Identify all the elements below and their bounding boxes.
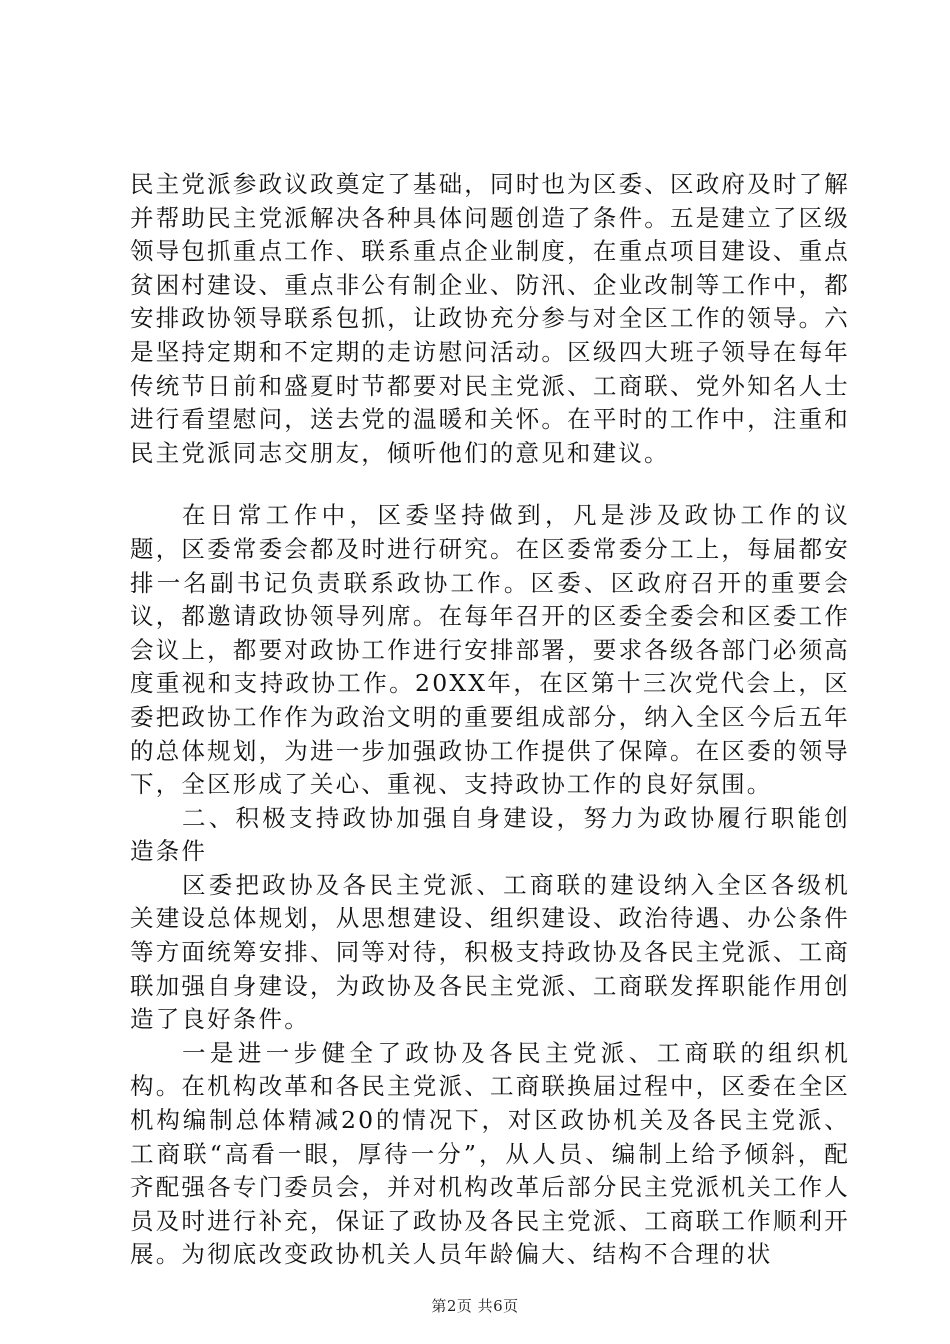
paragraph-daily-work: 在日常工作中，区委坚持做到，凡是涉及政协工作的议题，区委常委会都及时进行研究。在区委常委分工上，每届都安排一名副书记负责联系政协工作。区委、区政府召开的重要会议，都邀请政协领导列席。在每年召开的区委全委会和区委工作会议上，都要对政协工作进行安排部署，要求各级各部门必须高度重视和支持政协工作。20XX年，在区第十三次党代会上，区委把政协工作作为政治文明的重要组成部分，纳入全区今后五年的总体规划，为进一步加强政协工作提供了保障。在区委的领导下，全区形成了关心、重视、支持政协工作的良好氛围。 — [130, 501, 850, 799]
paragraph-gap — [130, 470, 850, 499]
document-body — [130, 168, 850, 1272]
section-heading-two: 二、积极支持政协加强自身建设，努力为政协履行职能创造条件 — [130, 803, 850, 866]
paragraph-continuation: 民主党派参政议政奠定了基础，同时也为区委、区政府及时了解并帮助民主党派解决各种具体问题创造了条件。五是建立了区级领导包抓重点工作、联系重点企业制度，在重点项目建设、重点贫困村建设、重点非公有制企业、防汛、企业改制等工作中，都安排政协领导联系包抓，让政协充分参与对全区工作的领导。六是坚持定期和不定期的走访慰问活动。区级四大班子领导在每年传统节日前和盛夏时节都要对民主党派、工商联、党外知名人士进行看望慰问，送去党的温暖和关怀。在平时的工作中，注重和民主党派同志交朋友，倾听他们的意见和建议。 — [130, 170, 850, 467]
page-number-footer: 第2页 共6页 — [431, 1297, 519, 1315]
paragraph-construction-plan: 区委把政协及各民主党派、工商联的建设纳入全区各级机关建设总体规划，从思想建设、组织建设、政治待遇、办公条件等方面统筹安排、同等对待，积极支持政协及各民主党派、工商联加强自身建设，为政协及各民主党派、工商联发挥职能作用创造了良好条件。 — [130, 870, 850, 1034]
paragraph-point-one: 一是进一步健全了政协及各民主党派、工商联的组织机构。在机构改革和各民主党派、工商联换届过程中，区委在全区机构编制总体精减20的情况下，对区政协机关及各民主党派、工商联“高看一眼，厚待一分”，从人员、编制上给予倾斜，配齐配强各专门委员会，并对机构改革后部分民主党派机关工作人员及时进行补充，保证了政协及各民主党派、工商联工作顺利开展。为彻底改变政协机关人员年龄偏大、结构不合理的状 — [130, 1038, 850, 1269]
